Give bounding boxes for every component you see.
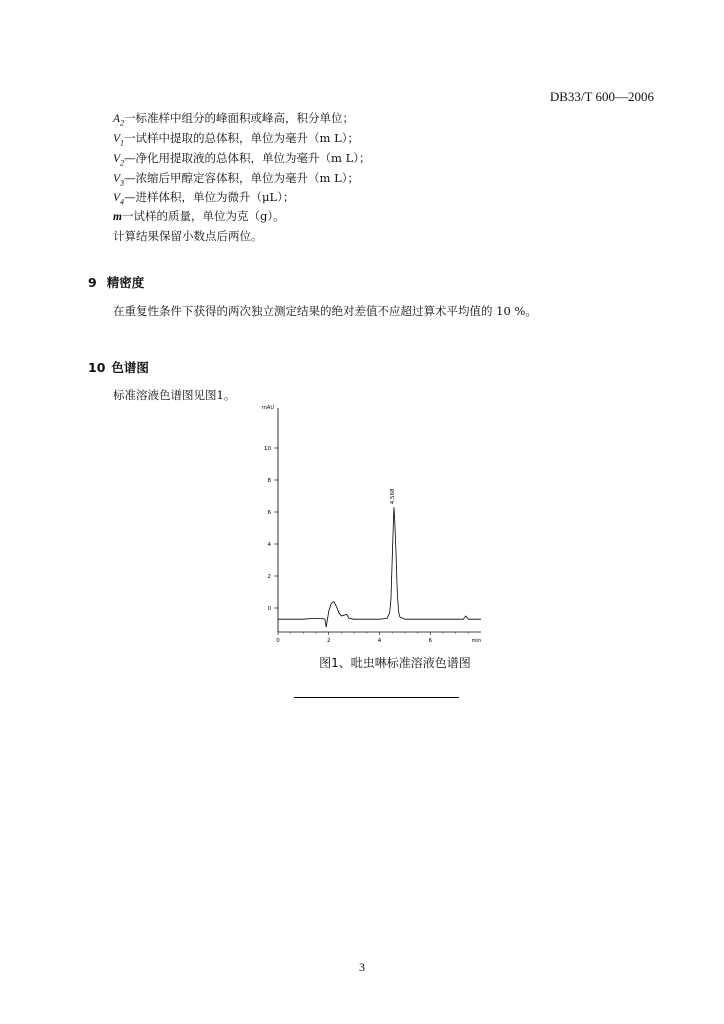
end-rule [294, 697, 459, 698]
section-number: 9 [88, 275, 97, 290]
symbol: $V_4$ [113, 192, 125, 207]
x-tick-label: 4 [377, 638, 382, 644]
y-tick-label: 0 [267, 606, 271, 612]
chromatogram-chart [255, 400, 495, 648]
y-axis-label: mAU [262, 405, 274, 411]
peak-retention-label: 4.568 [389, 488, 396, 505]
y-tick-label: 4 [267, 542, 271, 548]
definition-text: —进样体积，单位为微升（μL）； [124, 190, 295, 204]
definition-text: —净化用提取液的总体积，单位为毫升（m L）； [124, 151, 371, 165]
section-9-body: 在重复性条件下获得的两次独立测定结果的绝对差值不应超过算术平均值的 10 %。 [113, 304, 537, 318]
section-10-body: 标准溶液色谱图见图1。 [113, 388, 236, 402]
symbol: $V_3$ [113, 173, 125, 188]
section-title: 精密度 [106, 275, 145, 290]
y-tick-label: 6 [267, 510, 271, 516]
section-title: 色谱图 [111, 360, 149, 375]
y-tick-label: 10 [264, 446, 271, 452]
definition-item [113, 206, 285, 227]
result-note: 计算结果保留小数点后两位。 [113, 229, 263, 243]
definition-text: 一标准样中组分的峰面积或峰高，积分单位； [124, 111, 355, 125]
definition-text: —浓缩后甲醇定容体积，单位为毫升（m L）； [124, 171, 359, 185]
x-tick-label: 6 [428, 638, 432, 644]
symbol: $V_2$ [113, 153, 125, 168]
symbol: $V_1$ [113, 133, 125, 148]
x-tick-label: 0 [276, 638, 280, 644]
page-number: 3 [359, 960, 365, 974]
section-heading-9 [88, 273, 144, 291]
y-tick-label: 2 [267, 574, 271, 580]
symbol: $A_2$ [113, 113, 125, 128]
section-number: 10 [88, 360, 106, 375]
document-id-header: DB33/T 600—2006 [549, 89, 654, 104]
x-axis-label: min [471, 638, 481, 644]
chromatogram-trace [278, 507, 481, 627]
section-heading-10 [88, 358, 149, 376]
figure-caption: 图1、吡虫啉标准溶液色谱图 [319, 656, 471, 670]
definition-text: 一试样中提取的总体积，单位为毫升（m L）； [124, 131, 359, 145]
x-tick-label: 2 [327, 638, 331, 644]
definition-text: 一试样的质量，单位为克（g）。 [121, 209, 285, 223]
y-tick-label: 8 [267, 478, 271, 484]
symbol: m [113, 211, 122, 223]
